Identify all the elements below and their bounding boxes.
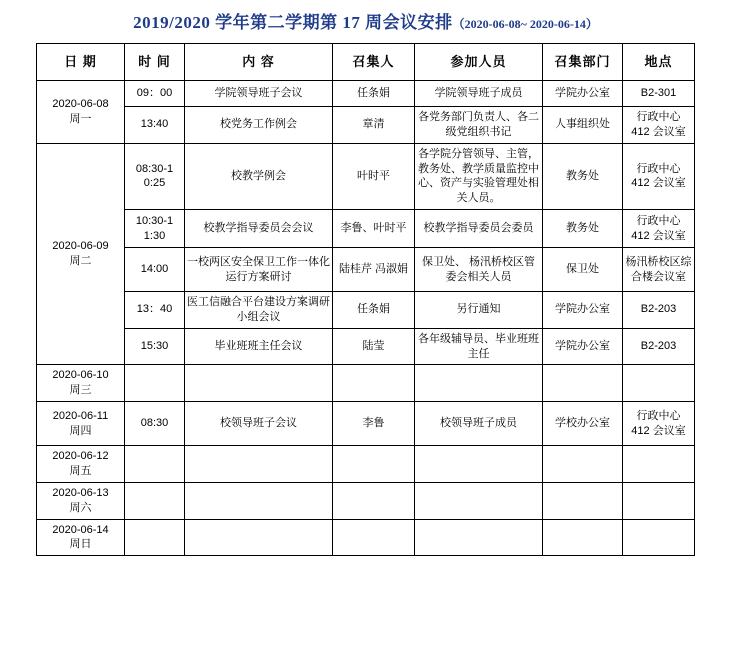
cell-time bbox=[125, 519, 185, 556]
cell-time bbox=[125, 446, 185, 483]
cell-convener: 陆莹 bbox=[333, 328, 415, 365]
cell-content bbox=[185, 482, 333, 519]
cell-content: 毕业班班主任会议 bbox=[185, 328, 333, 365]
page-title-main: 2019/2020 学年第二学期第 17 周会议安排 bbox=[133, 13, 453, 32]
cell-department: 学院办公室 bbox=[543, 328, 623, 365]
cell-attendees: 各年级辅导员、毕业班班主任 bbox=[415, 328, 543, 365]
cell-date: 2020-06-13 周六 bbox=[37, 482, 125, 519]
column-header-date: 日 期 bbox=[37, 44, 125, 81]
cell-place: B2-301 bbox=[623, 81, 695, 107]
cell-place bbox=[623, 446, 695, 483]
cell-convener: 陆桂芹 冯淑娟 bbox=[333, 248, 415, 292]
cell-content: 一校两区安全保卫工作一体化运行方案研讨 bbox=[185, 248, 333, 292]
column-header-time: 时 间 bbox=[125, 44, 185, 81]
cell-content: 校教学例会 bbox=[185, 143, 333, 209]
cell-time: 13：40 bbox=[125, 292, 185, 329]
table-row bbox=[37, 248, 695, 292]
cell-place bbox=[623, 365, 695, 402]
cell-department: 学校办公室 bbox=[543, 402, 623, 446]
cell-content bbox=[185, 519, 333, 556]
cell-convener: 章清 bbox=[333, 107, 415, 144]
column-header-attendees: 参加人员 bbox=[415, 44, 543, 81]
cell-convener bbox=[333, 365, 415, 402]
cell-time: 08:30-1 0:25 bbox=[125, 143, 185, 209]
table-body bbox=[37, 81, 695, 556]
cell-department: 教务处 bbox=[543, 143, 623, 209]
cell-department: 学院办公室 bbox=[543, 292, 623, 329]
cell-content: 学院领导班子会议 bbox=[185, 81, 333, 107]
cell-date: 2020-06-08 周一 bbox=[37, 81, 125, 144]
cell-convener: 李鲁、叶时平 bbox=[333, 210, 415, 248]
column-header-place: 地点 bbox=[623, 44, 695, 81]
cell-department bbox=[543, 446, 623, 483]
cell-convener: 叶时平 bbox=[333, 143, 415, 209]
cell-content: 校领导班子会议 bbox=[185, 402, 333, 446]
cell-attendees bbox=[415, 519, 543, 556]
cell-department: 教务处 bbox=[543, 210, 623, 248]
table-header-row bbox=[37, 44, 695, 81]
cell-convener bbox=[333, 446, 415, 483]
column-header-content: 内 容 bbox=[185, 44, 333, 81]
cell-place: B2-203 bbox=[623, 292, 695, 329]
table-row bbox=[37, 519, 695, 556]
cell-convener: 任条娟 bbox=[333, 81, 415, 107]
cell-content bbox=[185, 365, 333, 402]
cell-content: 医工信融合平台建设方案调研小组会议 bbox=[185, 292, 333, 329]
cell-convener bbox=[333, 482, 415, 519]
cell-department bbox=[543, 365, 623, 402]
page-title bbox=[0, 0, 731, 43]
table-row bbox=[37, 292, 695, 329]
column-header-department: 召集部门 bbox=[543, 44, 623, 81]
cell-attendees: 另行通知 bbox=[415, 292, 543, 329]
cell-place: 行政中心 412 会议室 bbox=[623, 107, 695, 144]
cell-date: 2020-06-12 周五 bbox=[37, 446, 125, 483]
cell-date: 2020-06-14 周日 bbox=[37, 519, 125, 556]
table-row bbox=[37, 482, 695, 519]
cell-attendees: 各党务部门负责人、各二级党组织书记 bbox=[415, 107, 543, 144]
table-row bbox=[37, 143, 695, 209]
cell-department: 保卫处 bbox=[543, 248, 623, 292]
table-row bbox=[37, 210, 695, 248]
cell-department: 学院办公室 bbox=[543, 81, 623, 107]
cell-time bbox=[125, 365, 185, 402]
table-row bbox=[37, 446, 695, 483]
cell-department: 人事组织处 bbox=[543, 107, 623, 144]
cell-date: 2020-06-11 周四 bbox=[37, 402, 125, 446]
cell-attendees bbox=[415, 365, 543, 402]
cell-time: 08:30 bbox=[125, 402, 185, 446]
table-row bbox=[37, 81, 695, 107]
cell-content bbox=[185, 446, 333, 483]
table-row bbox=[37, 107, 695, 144]
cell-place: 行政中心 412 会议室 bbox=[623, 143, 695, 209]
cell-place: 行政中心 412 会议室 bbox=[623, 402, 695, 446]
column-header-convener: 召集人 bbox=[333, 44, 415, 81]
cell-time: 09：00 bbox=[125, 81, 185, 107]
cell-attendees bbox=[415, 446, 543, 483]
table-row bbox=[37, 365, 695, 402]
cell-time: 10:30-1 1:30 bbox=[125, 210, 185, 248]
cell-department bbox=[543, 519, 623, 556]
cell-attendees: 学院领导班子成员 bbox=[415, 81, 543, 107]
cell-content: 校教学指导委员会会议 bbox=[185, 210, 333, 248]
cell-place: B2-203 bbox=[623, 328, 695, 365]
cell-time bbox=[125, 482, 185, 519]
cell-attendees: 校领导班子成员 bbox=[415, 402, 543, 446]
cell-content: 校党务工作例会 bbox=[185, 107, 333, 144]
table-header bbox=[37, 44, 695, 81]
meeting-schedule-table bbox=[36, 43, 695, 556]
cell-place: 杨汛桥校区综合楼会议室 bbox=[623, 248, 695, 292]
cell-place: 行政中心 412 会议室 bbox=[623, 210, 695, 248]
cell-place bbox=[623, 482, 695, 519]
cell-place bbox=[623, 519, 695, 556]
table-row bbox=[37, 328, 695, 365]
cell-attendees: 保卫处、 杨汛桥校区管委会相关人员 bbox=[415, 248, 543, 292]
cell-convener: 任条娟 bbox=[333, 292, 415, 329]
cell-attendees bbox=[415, 482, 543, 519]
cell-time: 13:40 bbox=[125, 107, 185, 144]
page-title-sub: （2020-06-08~ 2020-06-14） bbox=[452, 17, 598, 31]
cell-department bbox=[543, 482, 623, 519]
cell-attendees: 校教学指导委员会委员 bbox=[415, 210, 543, 248]
cell-convener bbox=[333, 519, 415, 556]
cell-time: 15:30 bbox=[125, 328, 185, 365]
cell-time: 14:00 bbox=[125, 248, 185, 292]
cell-date: 2020-06-09 周二 bbox=[37, 143, 125, 365]
cell-attendees: 各学院分管领导、主管，教务处、教学质量监控中心、资产与实验管理处相关人员。 bbox=[415, 143, 543, 209]
table-row bbox=[37, 402, 695, 446]
cell-date: 2020-06-10 周三 bbox=[37, 365, 125, 402]
cell-convener: 李鲁 bbox=[333, 402, 415, 446]
